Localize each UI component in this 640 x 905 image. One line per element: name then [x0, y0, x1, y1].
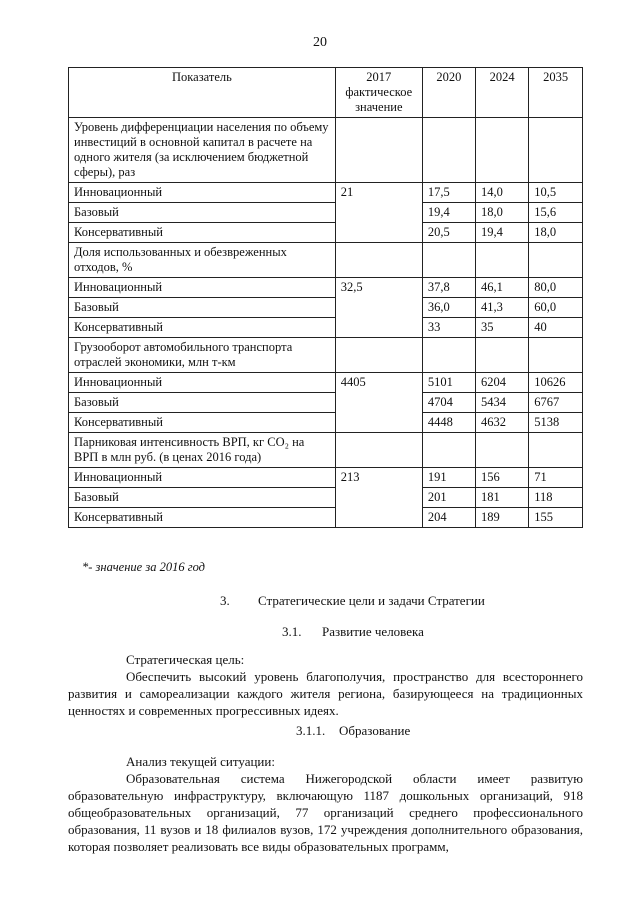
value-2024: 189 — [476, 508, 529, 528]
header-2024: 2024 — [476, 68, 529, 118]
header-2020: 2020 — [422, 68, 475, 118]
value-2024: 18,0 — [476, 203, 529, 223]
value-2020: 4448 — [422, 413, 475, 433]
goal-label: Стратегическая цель: — [126, 652, 245, 667]
value-2020: 19,4 — [422, 203, 475, 223]
scenario-label: Инновационный — [69, 468, 336, 488]
group-title-row — [69, 338, 583, 373]
value-2024: 4632 — [476, 413, 529, 433]
table-row — [69, 468, 583, 488]
page-number: 20 — [313, 35, 327, 50]
table-row — [69, 413, 583, 433]
value-2035: 15,6 — [529, 203, 583, 223]
scenario-label: Инновационный — [69, 278, 336, 298]
scenario-label: Базовый — [69, 298, 336, 318]
value-2035: 71 — [529, 468, 583, 488]
scenario-label: Инновационный — [69, 183, 336, 203]
value-2035: 18,0 — [529, 223, 583, 243]
scenario-label: Базовый — [69, 393, 336, 413]
section-3-number: 3. — [220, 593, 230, 608]
header-2017-actual: 2017 фактическое значение — [335, 68, 422, 118]
value-2035: 40 — [529, 318, 583, 338]
analysis-label: Анализ текущей ситуации: — [126, 754, 275, 769]
section-3-title: Стратегические цели и задачи Стратегии — [258, 593, 485, 608]
group-title: Парниковая интенсивность ВРП, кг CO₂ на ВРП в млн руб. (в ценах 2016 года) — [69, 433, 336, 468]
value-2020: 37,8 — [422, 278, 475, 298]
base-2017-value: 21 — [335, 183, 422, 243]
section-3-1-number: 3.1. — [282, 624, 302, 639]
base-2017-value: 4405 — [335, 373, 422, 433]
table-header-row — [69, 68, 583, 118]
value-2024: 35 — [476, 318, 529, 338]
value-2035: 155 — [529, 508, 583, 528]
value-2020: 201 — [422, 488, 475, 508]
scenario-label: Базовый — [69, 488, 336, 508]
header-2035: 2035 — [529, 68, 583, 118]
value-2024: 14,0 — [476, 183, 529, 203]
value-2020: 4704 — [422, 393, 475, 413]
value-2035: 118 — [529, 488, 583, 508]
header-indicator: Показатель — [69, 68, 336, 118]
value-2035: 60,0 — [529, 298, 583, 318]
table-row — [69, 508, 583, 528]
value-2024: 6204 — [476, 373, 529, 393]
base-2017-value: 32,5 — [335, 278, 422, 338]
value-2020: 204 — [422, 508, 475, 528]
table-footnote: *- значение за 2016 год — [82, 560, 205, 574]
value-2035: 80,0 — [529, 278, 583, 298]
group-title: Уровень дифференциации населения по объему инвестиций в основной капитал в расчете на одного жителя (за исключением бюджетной сферы), раз — [69, 118, 336, 183]
group-title-row — [69, 243, 583, 278]
value-2035: 5138 — [529, 413, 583, 433]
value-2035: 6767 — [529, 393, 583, 413]
value-2020: 191 — [422, 468, 475, 488]
value-2024: 41,3 — [476, 298, 529, 318]
value-2035: 10626 — [529, 373, 583, 393]
scenario-label: Консервативный — [69, 508, 336, 528]
value-2020: 20,5 — [422, 223, 475, 243]
group-title: Грузооборот автомобильного транспорта отраслей экономики, млн т-км — [69, 338, 336, 373]
value-2024: 181 — [476, 488, 529, 508]
value-2024: 46,1 — [476, 278, 529, 298]
table-row — [69, 488, 583, 508]
value-2020: 36,0 — [422, 298, 475, 318]
table-row — [69, 318, 583, 338]
table-row — [69, 183, 583, 203]
analysis-text: Образовательная система Нижегородской области имеет развитую образовательную инфраструктуру, включающую 1187 дошкольных организаций, 918 общеобразовательных организаций, 77 организаций среднего профессионального образования, 11 вузов и 18 филиалов вузов, 172 учреждения дополнительного образования, которая позволяет реализовать все виды образовательных программ, — [68, 771, 583, 854]
table-row — [69, 393, 583, 413]
scenario-label: Инновационный — [69, 373, 336, 393]
scenario-label: Консервативный — [69, 223, 336, 243]
table-row — [69, 223, 583, 243]
section-3-1-1-title: Образование — [339, 723, 411, 738]
table-row — [69, 373, 583, 393]
value-2024: 19,4 — [476, 223, 529, 243]
group-title-row — [69, 118, 583, 183]
indicators-table — [68, 67, 583, 528]
value-2035: 10,5 — [529, 183, 583, 203]
value-2020: 33 — [422, 318, 475, 338]
scenario-label: Базовый — [69, 203, 336, 223]
table-row — [69, 298, 583, 318]
value-2020: 5101 — [422, 373, 475, 393]
group-title: Доля использованных и обезвреженных отходов, % — [69, 243, 336, 278]
section-3-1-1-number: 3.1.1. — [296, 723, 326, 738]
value-2024: 156 — [476, 468, 529, 488]
section-3-1-title: Развитие человека — [322, 624, 424, 639]
table-row — [69, 278, 583, 298]
base-2017-value: 213 — [335, 468, 422, 528]
value-2024: 5434 — [476, 393, 529, 413]
value-2020: 17,5 — [422, 183, 475, 203]
goal-text: Обеспечить высокий уровень благополучия, пространство для всестороннего развития и самореализации каждого жителя региона, базирующееся на традиционных ценностях и современных прогрессивных идеях. — [68, 669, 583, 718]
group-title-row — [69, 433, 583, 468]
scenario-label: Консервативный — [69, 413, 336, 433]
scenario-label: Консервативный — [69, 318, 336, 338]
table-row — [69, 203, 583, 223]
